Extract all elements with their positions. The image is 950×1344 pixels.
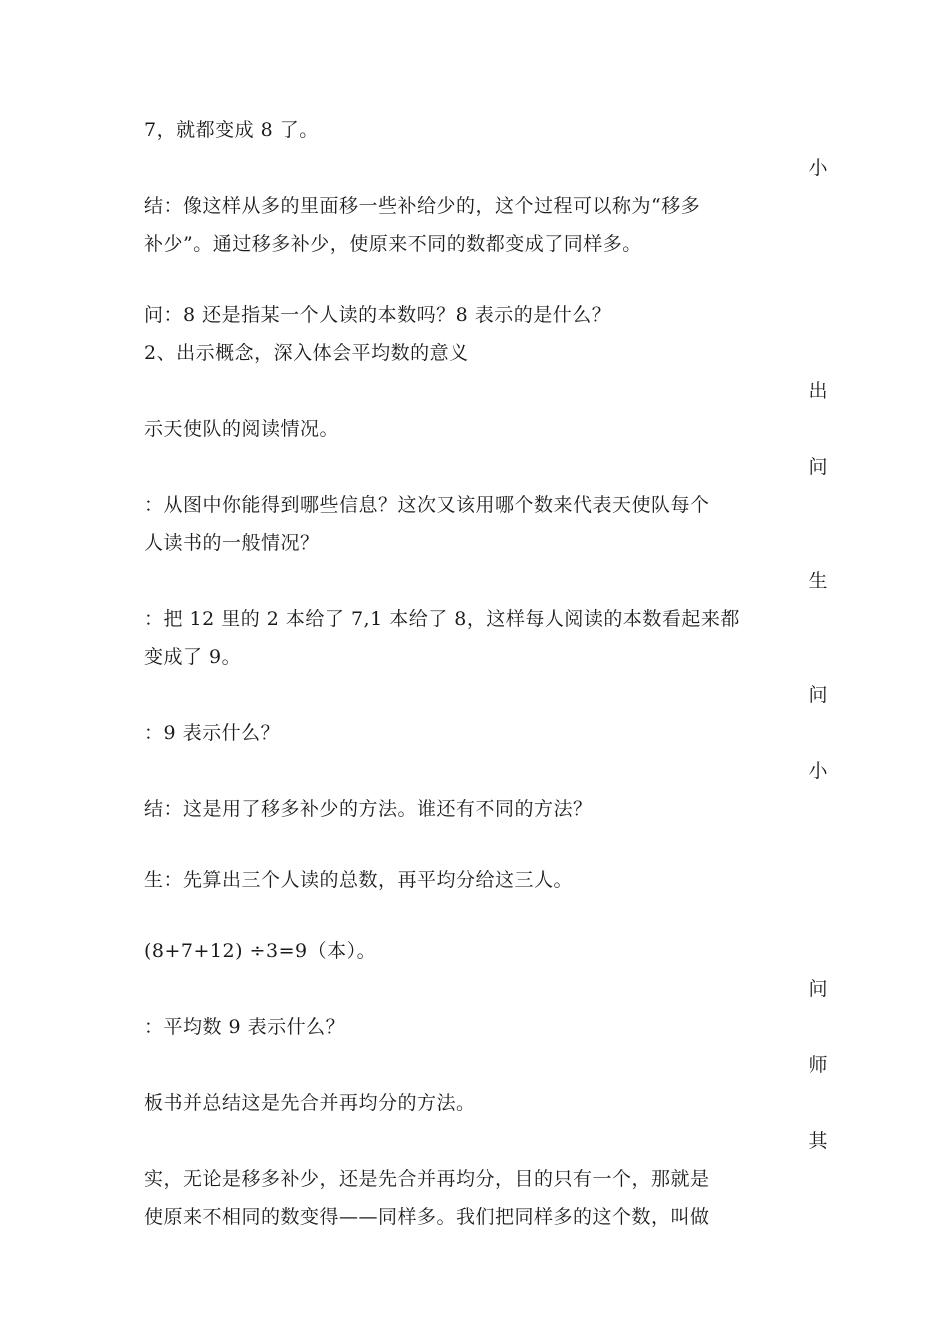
text-line: 补少”。通过移多补少，使原来不同的数都变成了同样多。: [144, 233, 642, 255]
text-line: 其: [808, 1130, 828, 1152]
text-line: 7，就都变成 8 了。: [144, 119, 319, 141]
text-line: 实，无论是移多补少，还是先合并再均分，目的只有一个，那就是: [144, 1168, 710, 1190]
text-line: 出: [808, 380, 828, 402]
text-line: 师: [808, 1054, 828, 1076]
text-line: 问: [808, 978, 828, 1000]
text-line: 使原来不相同的数变得——同样多。我们把同样多的这个数，叫做: [144, 1206, 710, 1228]
text-line: 变成了 9。: [144, 646, 242, 668]
section-heading: 2、出示概念，深入体会平均数的意义: [144, 342, 469, 364]
text-line: 小: [808, 157, 828, 179]
text-line: 问: [808, 456, 828, 478]
text-line: 示天使队的阅读情况。: [144, 418, 340, 440]
formula-line: (8+7+12) ÷3=9（本）。: [144, 940, 377, 962]
text-line: 板书并总结这是先合并再均分的方法。: [144, 1092, 476, 1114]
text-line: 问: [808, 684, 828, 706]
text-line: ：平均数 9 表示什么？: [144, 1016, 346, 1038]
text-line: 结：像这样从多的里面移一些补给少的，这个过程可以称为“移多: [144, 195, 701, 217]
text-line: ：9 表示什么？: [144, 722, 281, 744]
text-line: 结：这是用了移多补少的方法。谁还有不同的方法？: [144, 798, 593, 820]
text-line: 人读书的一般情况？: [144, 532, 320, 554]
text-line: ：从图中你能得到哪些信息？这次又该用哪个数来代表天使队每个: [144, 494, 710, 516]
text-line: 小: [808, 760, 828, 782]
text-line: 问：8 还是指某一个人读的本数吗？8 表示的是什么？: [144, 304, 612, 326]
text-line: 生：先算出三个人读的总数，再平均分给这三人。: [144, 869, 574, 891]
text-line: 生: [808, 570, 828, 592]
text-line: ：把 12 里的 2 本给了 7,1 本给了 8，这样每人阅读的本数看起来都: [144, 608, 740, 630]
